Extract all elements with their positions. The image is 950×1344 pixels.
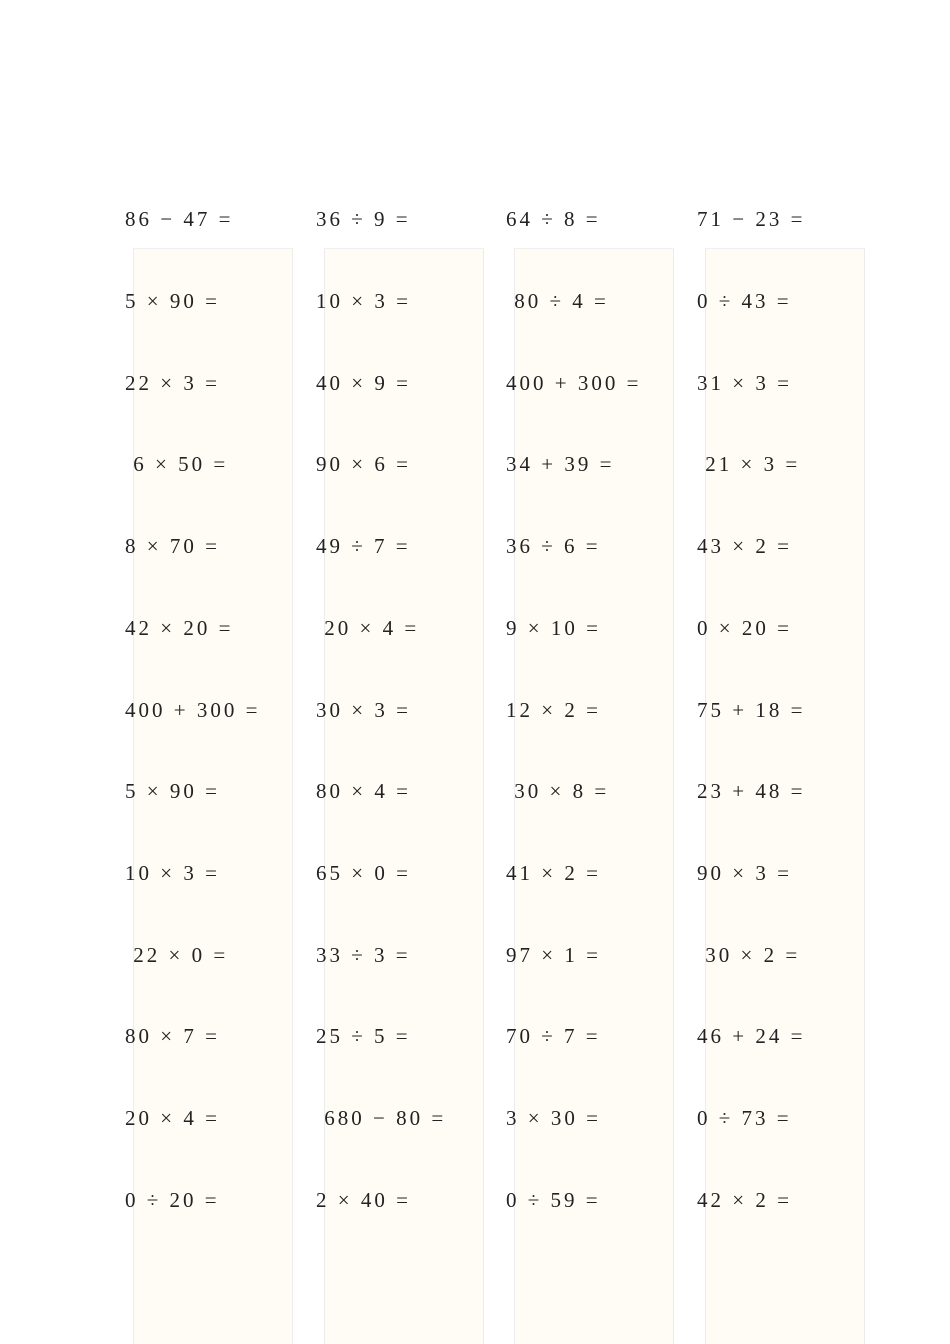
math-problem: 80 × 7 = bbox=[125, 1024, 220, 1048]
math-problem: 40 × 9 = bbox=[316, 371, 411, 395]
math-problem: 36 ÷ 6 = bbox=[506, 534, 601, 558]
math-problem: 36 ÷ 9 = bbox=[316, 207, 411, 231]
math-problem: 21 × 3 = bbox=[697, 452, 801, 476]
math-problem: 400 + 300 = bbox=[125, 698, 261, 722]
math-problem: 70 ÷ 7 = bbox=[506, 1024, 601, 1048]
math-problem: 0 ÷ 59 = bbox=[506, 1188, 601, 1212]
math-problem: 8 × 70 = bbox=[125, 534, 220, 558]
math-problem: 0 ÷ 73 = bbox=[697, 1106, 792, 1130]
math-problem: 90 × 6 = bbox=[316, 452, 411, 476]
math-problem: 20 × 4 = bbox=[316, 616, 420, 640]
math-problem: 46 + 24 = bbox=[697, 1024, 806, 1048]
math-problem: 5 × 90 = bbox=[125, 779, 220, 803]
math-problem: 22 × 0 = bbox=[125, 943, 229, 967]
math-problem: 31 × 3 = bbox=[697, 371, 792, 395]
math-problem: 80 × 4 = bbox=[316, 779, 411, 803]
math-problem: 97 × 1 = bbox=[506, 943, 601, 967]
math-problem: 41 × 2 = bbox=[506, 861, 601, 885]
math-problem: 10 × 3 = bbox=[316, 289, 411, 313]
math-problem: 25 ÷ 5 = bbox=[316, 1024, 411, 1048]
math-problem: 75 + 18 = bbox=[697, 698, 806, 722]
math-problem: 42 × 2 = bbox=[697, 1188, 792, 1212]
math-problem: 43 × 2 = bbox=[697, 534, 792, 558]
math-problem: 5 × 90 = bbox=[125, 289, 220, 313]
math-problem: 49 ÷ 7 = bbox=[316, 534, 411, 558]
math-problem: 30 × 8 = bbox=[506, 779, 610, 803]
math-problem: 12 × 2 = bbox=[506, 698, 601, 722]
math-problem: 22 × 3 = bbox=[125, 371, 220, 395]
math-problem: 10 × 3 = bbox=[125, 861, 220, 885]
math-problem: 30 × 2 = bbox=[697, 943, 801, 967]
math-problem: 30 × 3 = bbox=[316, 698, 411, 722]
math-problem: 65 × 0 = bbox=[316, 861, 411, 885]
math-problem: 9 × 10 = bbox=[506, 616, 601, 640]
math-problem: 42 × 20 = bbox=[125, 616, 234, 640]
math-problem: 3 × 30 = bbox=[506, 1106, 601, 1130]
math-problem: 90 × 3 = bbox=[697, 861, 792, 885]
math-problem: 0 × 20 = bbox=[697, 616, 792, 640]
math-problem: 20 × 4 = bbox=[125, 1106, 220, 1130]
math-problem: 23 + 48 = bbox=[697, 779, 806, 803]
math-problem: 33 ÷ 3 = bbox=[316, 943, 411, 967]
math-problem: 2 × 40 = bbox=[316, 1188, 411, 1212]
math-problem: 0 ÷ 20 = bbox=[125, 1188, 220, 1212]
math-problem: 400 + 300 = bbox=[506, 371, 642, 395]
math-problem: 86 − 47 = bbox=[125, 207, 234, 231]
math-problem: 71 − 23 = bbox=[697, 207, 806, 231]
math-problem: 680 − 80 = bbox=[316, 1106, 447, 1130]
math-problem: 0 ÷ 43 = bbox=[697, 289, 792, 313]
math-problem: 80 ÷ 4 = bbox=[506, 289, 609, 313]
math-problem: 64 ÷ 8 = bbox=[506, 207, 601, 231]
math-problem: 34 + 39 = bbox=[506, 452, 615, 476]
math-problem: 6 × 50 = bbox=[125, 452, 229, 476]
